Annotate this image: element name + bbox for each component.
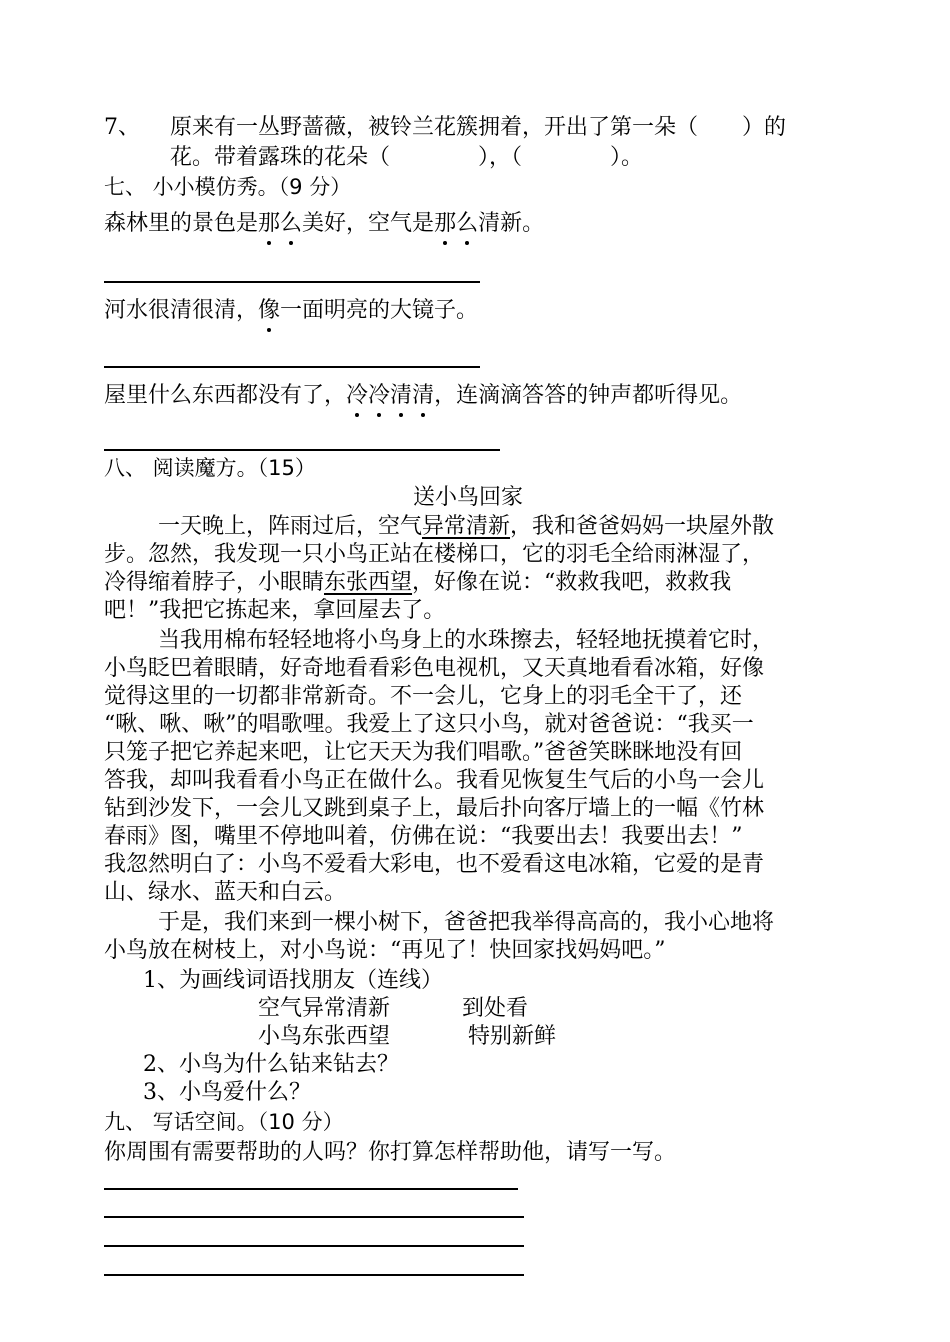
sentence-1-part: 清新。	[478, 211, 545, 236]
story-line: 我忽然明白了：小鸟不爱看大彩电，也不爱看这电冰箱，它爱的是青	[104, 852, 765, 877]
story-line	[104, 568, 731, 598]
writing-line[interactable]	[104, 1188, 518, 1190]
story-text: ，好像在说：“救救我吧，救救我	[412, 570, 732, 595]
emphasis-char: 么	[456, 209, 478, 239]
imitate-sentence-1	[104, 209, 544, 239]
section-8-title: 八、 阅读魔方。（15）	[104, 456, 316, 480]
story-line: 答我，却叫我看看小鸟正在做什么。我看见恢复生气后的小鸟一会儿	[104, 768, 765, 793]
story-line	[104, 626, 774, 656]
story-line: 小鸟眨巴着眼睛，好奇地看看彩色电视机，又天真地看看冰箱，好像	[104, 656, 765, 681]
story-line: 山、绿水、蓝天和白云。	[104, 880, 347, 905]
question-3: 3、小鸟爱什么？	[143, 1080, 311, 1105]
sentence-3-part: ，连滴滴答答的钟声都听得见。	[434, 383, 743, 408]
story-title: 送小鸟回家	[413, 485, 524, 510]
story-line: “啾、啾、啾”的唱歌哩。我爱上了这只小鸟，就对爸爸说：“我买一	[104, 712, 754, 737]
imitate-sentence-2	[104, 296, 478, 326]
emphasis-char: 么	[280, 209, 302, 239]
sentence-1-part: 森林里的景色是	[104, 211, 259, 236]
emphasis-char: 清	[390, 381, 412, 411]
story-line: 只笼子把它养起来吧，让它天天为我们唱歌。”爸爸笑眯眯地没有回	[104, 740, 743, 765]
writing-line[interactable]	[104, 1245, 524, 1247]
writing-prompt: 你周围有需要帮助的人吗？你打算怎样帮助他，请写一写。	[104, 1140, 677, 1165]
emphasis-char: 那	[434, 209, 456, 239]
underlined-phrase: 异常清新	[422, 514, 511, 539]
imitate-sentence-3	[104, 381, 742, 411]
story-line	[104, 512, 774, 542]
question-2: 2、小鸟为什么钻来钻去？	[143, 1052, 399, 1077]
writing-line[interactable]	[104, 1216, 524, 1218]
match-left-2[interactable]: 小鸟东张西望	[258, 1024, 391, 1049]
story-line: 步。忽然，我发现一只小鸟正站在楼梯口，它的羽毛全给雨淋湿了，	[104, 542, 765, 567]
answer-line[interactable]	[104, 281, 480, 283]
q7-number: 7、	[104, 115, 140, 140]
story-text: 冷得缩着脖子，小眼睛	[104, 570, 325, 595]
underlined-phrase: 东张西望	[324, 570, 413, 595]
emphasis-char: 冷	[368, 381, 390, 411]
section-7-title: 七、 小小模仿秀。（9 分）	[104, 175, 352, 199]
story-line: 春雨》图，嘴里不停地叫着，仿佛在说：“我要出去！我要出去！”	[104, 824, 743, 849]
q7-line-1: 原来有一丛野蔷薇，被铃兰花簇拥着，开出了第一朵（ ）的	[170, 115, 787, 140]
story-text: ，我和爸爸妈妈一块屋外散	[510, 514, 775, 539]
writing-line[interactable]	[104, 1274, 524, 1276]
story-text: 一天晚上，阵雨过后，空气	[158, 514, 423, 539]
sentence-2-part: 河水很清很清，	[104, 298, 259, 323]
sentence-2-part: 一面明亮的大镜子。	[280, 298, 479, 323]
story-text: 当我用棉布轻轻地将小鸟身上的水珠擦去，轻轻地抚摸着它时，	[158, 628, 775, 653]
question-1: 1、为画线词语找朋友（连线）	[143, 968, 443, 993]
story-line	[104, 908, 774, 938]
emphasis-char: 冷	[346, 381, 368, 411]
emphasis-char: 清	[412, 381, 434, 411]
story-line: 吧！”我把它拣起来，拿回屋去了。	[104, 598, 446, 623]
story-line: 觉得这里的一切都非常新奇。不一会儿，它身上的羽毛全干了，还	[104, 684, 743, 709]
answer-line[interactable]	[104, 366, 480, 368]
match-right-1[interactable]: 到处看	[462, 996, 529, 1021]
emphasis-char: 那	[258, 209, 280, 239]
sentence-3-part: 屋里什么东西都没有了，	[104, 383, 347, 408]
match-right-2[interactable]: 特别新鲜	[468, 1024, 557, 1049]
answer-line[interactable]	[104, 449, 500, 451]
q7-line-2: 花。带着露珠的花朵（ ），（ ）。	[170, 145, 644, 170]
story-text: 于是，我们来到一棵小树下，爸爸把我举得高高的，我小心地将	[158, 910, 775, 935]
emphasis-char: 像	[258, 296, 280, 326]
story-line: 小鸟放在树枝上，对小鸟说：“再见了！快回家找妈妈吧。”	[104, 938, 666, 963]
sentence-1-part: 美好，空气是	[302, 211, 435, 236]
section-9-title: 九、 写话空间。（10 分）	[104, 1110, 344, 1134]
match-left-1[interactable]: 空气异常清新	[258, 996, 391, 1021]
story-line: 钻到沙发下，一会儿又跳到桌子上，最后扑向客厅墙上的一幅《竹林	[104, 796, 765, 821]
